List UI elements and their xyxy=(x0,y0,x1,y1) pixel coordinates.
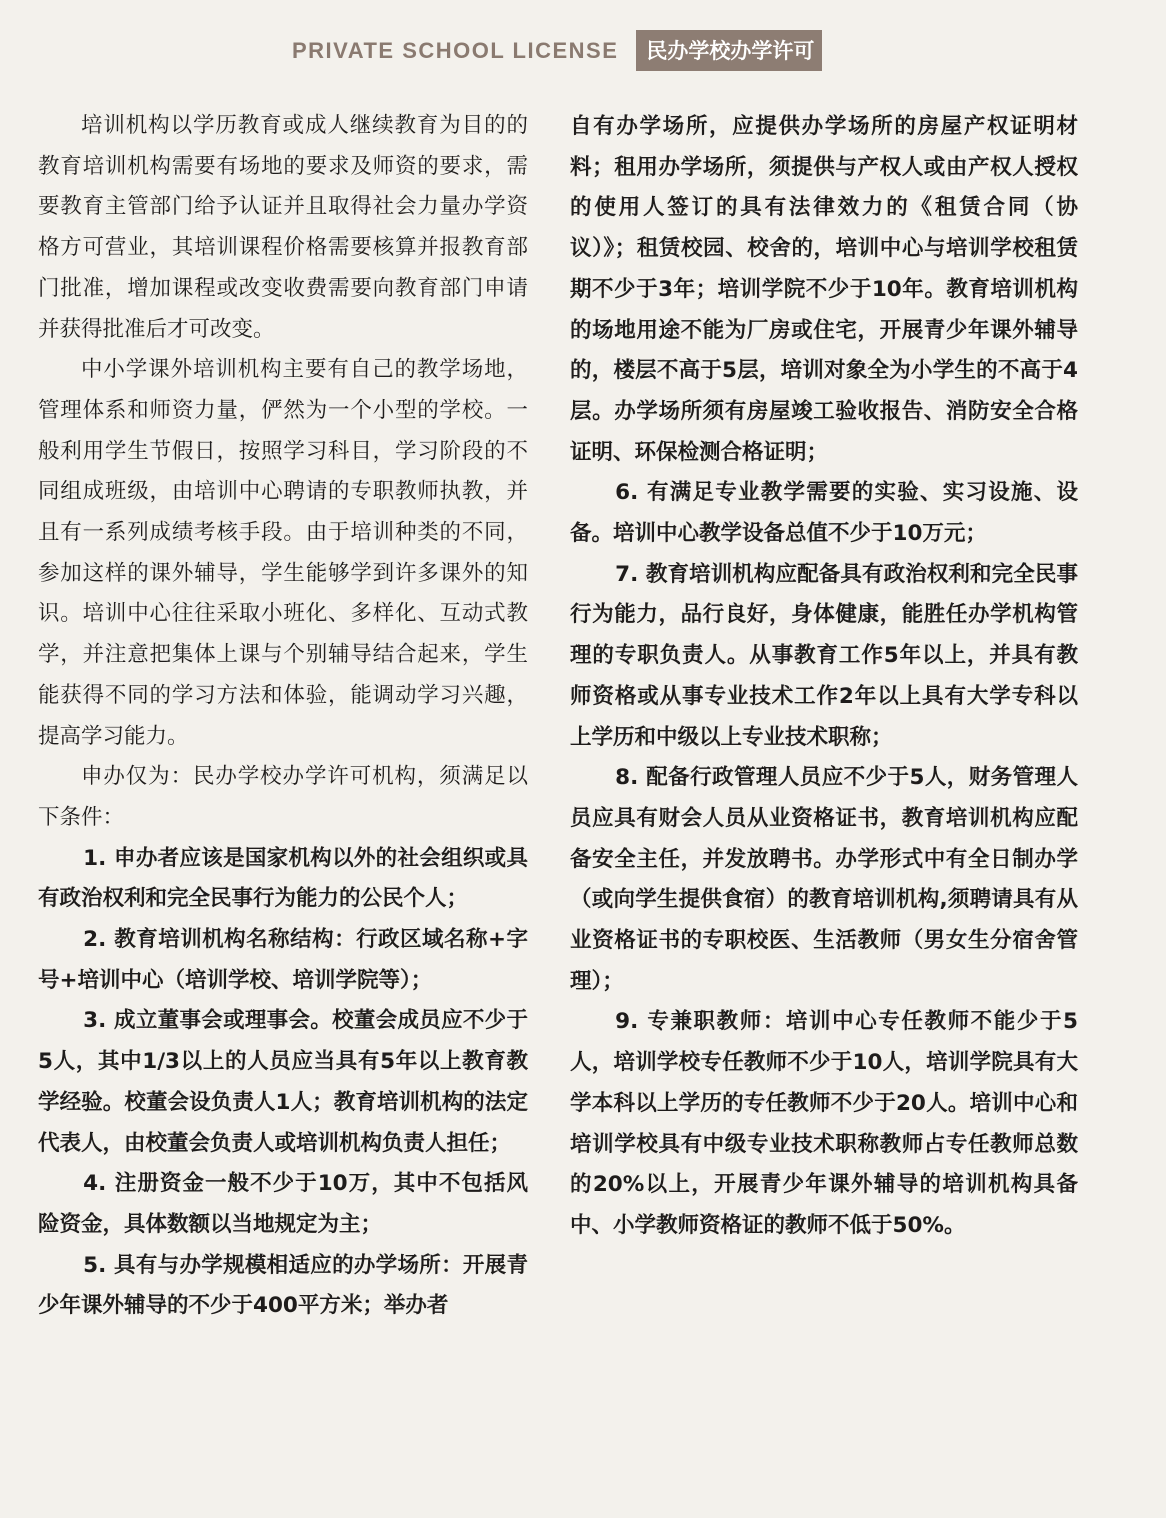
page-header xyxy=(292,30,822,71)
requirement-item-8: 8. 配备行政管理人员应不少于5人，财务管理人员应具有财会人员从业资格证书，教育培训机构应配备安全主任，并发放聘书。办学形式中有全日制办学（或向学生提供食宿）的教育培训机构,须聘请具有从业资格证书的专职校医、生活教师（男女生分宿舍管理）； xyxy=(570,765,1078,994)
requirement-item-6: 6. 有满足专业教学需要的实验、实习设施、设备。培训中心教学设备总值不少于10万元； xyxy=(570,480,1078,547)
requirement-item-5-continued: 自有办学场所，应提供办学场所的房屋产权证明材料；租用办学场所，须提供与产权人或由产权人授权的使用人签订的具有法律效力的《租赁合同（协议）》；租赁校园、校舍的，培训中心与培训学校租赁期不少于3年；培训学院不少于10年。教育培训机构的场地用途不能为厂房或住宅，开展青少年课外辅导的，楼层不高于5层，培训对象全为小学生的不高于4层。办学场所须有房屋竣工验收报告、消防安全合格证明、环保检测合格证明； xyxy=(570,114,1078,465)
intro-paragraph-1: 培训机构以学历教育或成人继续教育为目的的教育培训机构需要有场地的要求及师资的要求，需要教育主管部门给予认证并且取得社会力量办学资格方可营业，其培训课程价格需要核算并报教育部门批准，增加课程或改变收费需要向教育部门申请并获得批准后才可改变。 xyxy=(38,113,528,342)
requirement-item-2: 2. 教育培训机构名称结构：行政区域名称+字号+培训中心（培训学校、培训学院等）； xyxy=(38,927,528,993)
header-title-en: PRIVATE SCHOOL LICENSE xyxy=(292,37,619,63)
left-column xyxy=(38,106,528,1327)
requirement-item-1: 1. 申办者应该是国家机构以外的社会组织或具有政治权利和完全民事行为能力的公民个人； xyxy=(38,845,528,912)
requirements-intro: 申办仅为：民办学校办学许可机构，须满足以下条件： xyxy=(38,764,528,830)
intro-paragraph-2: 中小学课外培训机构主要有自己的教学场地，管理体系和师资力量，俨然为一个小型的学校。一般利用学生节假日，按照学习科目，学习阶段的不同组成班级，由培训中心聘请的专职教师执教，并且有一系列成绩考核手段。由于培训种类的不同，参加这样的课外辅导，学生能够学到许多课外的知识。培训中心往往采取小班化、多样化、互动式教学，并注意把集体上课与个别辅导结合起来，学生能获得不同的学习方法和体验，能调动学习兴趣，提高学习能力。 xyxy=(38,357,528,749)
right-column xyxy=(570,107,1078,1247)
requirement-item-7: 7. 教育培训机构应配备具有政治权利和完全民事行为能力，品行良好，身体健康，能胜任办学机构管理的专职负责人。从事教育工作5年以上，并具有教师资格或从事专业技术工作2年以上具有大学专科以上学历和中级以上专业技术职称； xyxy=(570,561,1078,750)
header-title-cn-badge: 民办学校办学许可 xyxy=(636,30,822,71)
requirement-item-4: 4. 注册资金一般不少于10万，其中不包括风险资金，具体数额以当地规定为主； xyxy=(38,1171,528,1237)
requirement-item-3: 3. 成立董事会或理事会。校董会成员应不少于5人，其中1/3以上的人员应当具有5年以上教育教学经验。校董会设负责人1人；教育培训机构的法定代表人，由校董会负责人或培训机构负责人担任； xyxy=(38,1008,528,1156)
requirement-item-9: 9. 专兼职教师：培训中心专任教师不能少于5人，培训学校专任教师不少于10人，培训学院具有大学本科以上学历的专任教师不少于20人。培训中心和培训学校具有中级专业技术职称教师占专任教师总数的20%以上，开展青少年课外辅导的培训机构具备中、小学教师资格证的教师不低于50%。 xyxy=(570,1009,1078,1238)
requirement-item-5: 5. 具有与办学规模相适应的办学场所：开展青少年课外辅导的不少于400平方米；举办者 xyxy=(38,1252,528,1319)
